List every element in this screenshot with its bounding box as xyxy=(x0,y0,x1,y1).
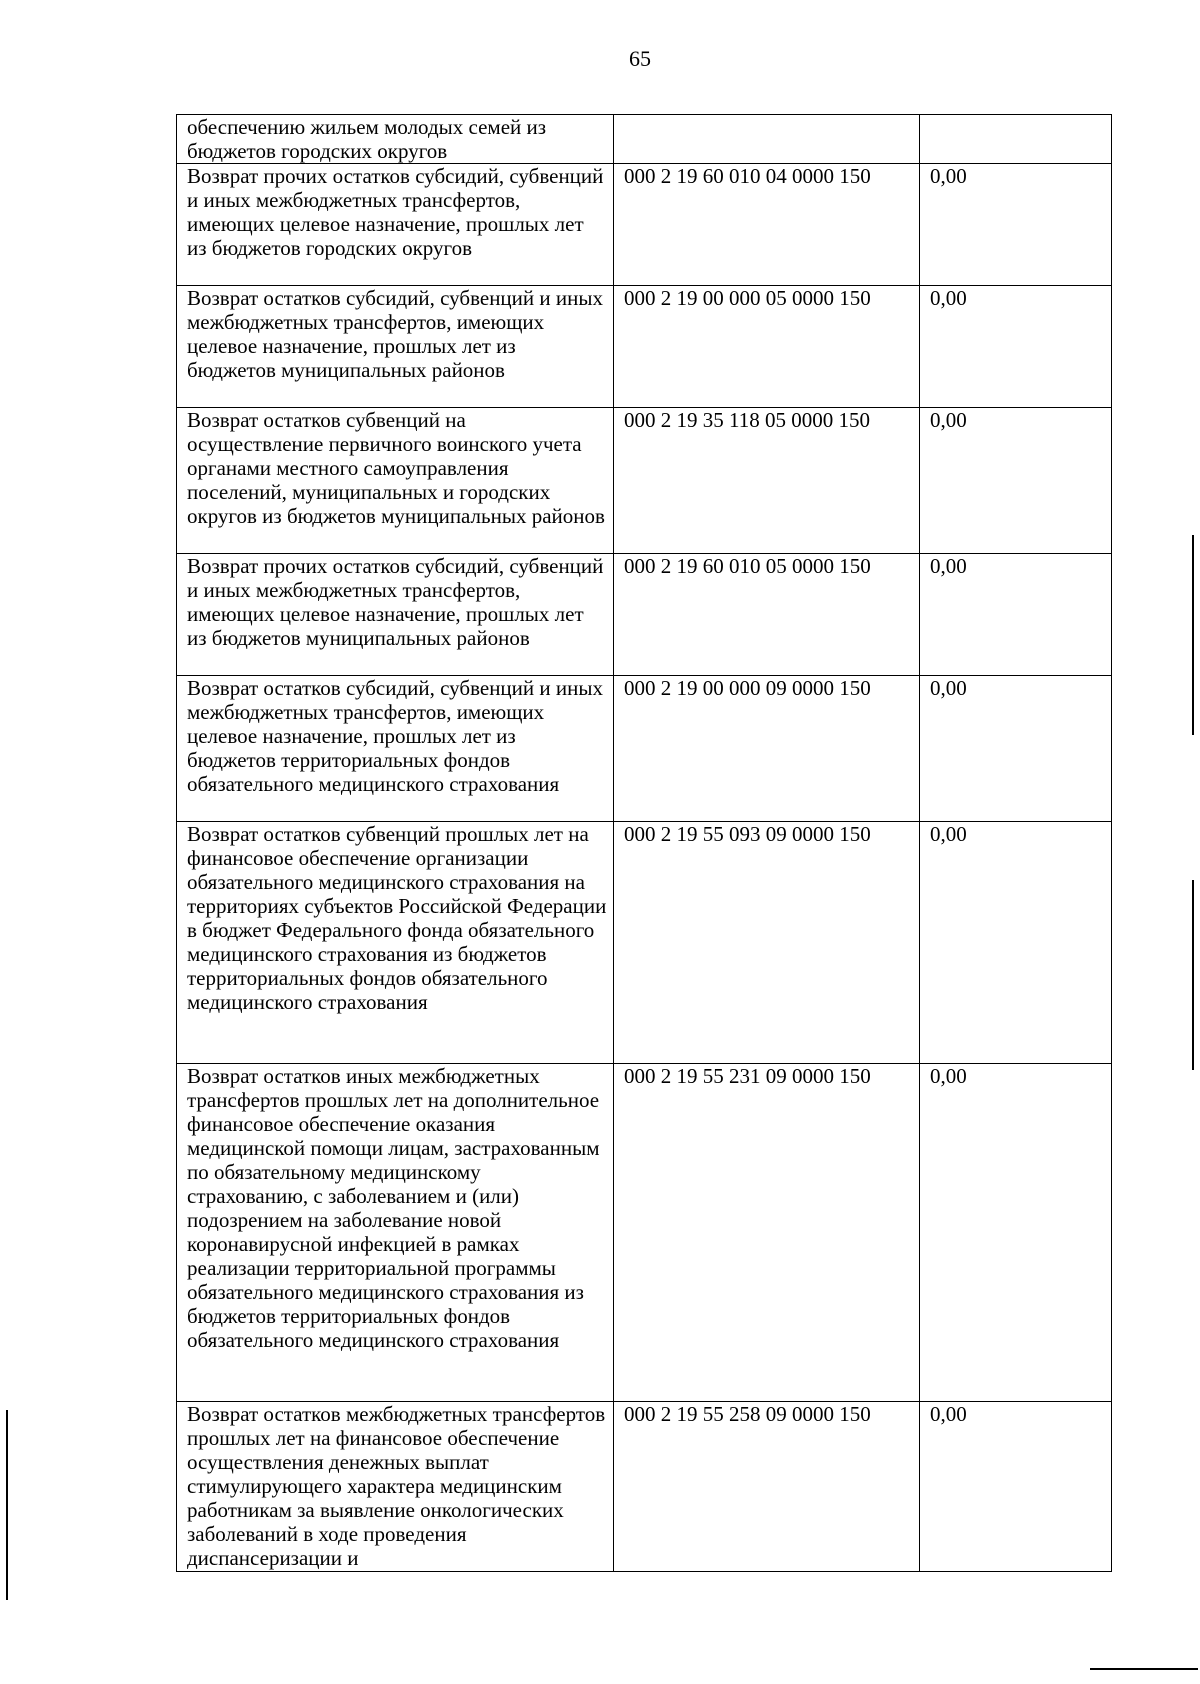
row-code-cell: 000 2 19 00 000 09 0000 150 xyxy=(614,676,920,822)
table-row xyxy=(177,286,1112,408)
row-name-cell: Возврат остатков межбюджетных трансфертов прошлых лет на финансовое обеспечение осуществления денежных выплат стимулирующего характера медицинским работникам за выявление онкологических заболеваний в ходе проведения диспансеризации и xyxy=(177,1402,614,1572)
scan-edge-mark xyxy=(1192,535,1194,735)
row-name-cell: Возврат остатков субсидий, субвенций и иных межбюджетных трансфертов, имеющих целевое назначение, прошлых лет из бюджетов муниципальных районов xyxy=(177,286,614,408)
row-value-cell: 0,00 xyxy=(920,554,1112,676)
row-value-cell xyxy=(920,115,1112,164)
table-row xyxy=(177,164,1112,286)
row-code-cell: 000 2 19 55 258 09 0000 150 xyxy=(614,1402,920,1572)
row-code-cell: 000 2 19 55 231 09 0000 150 xyxy=(614,1064,920,1402)
scan-edge-mark xyxy=(1192,880,1194,1070)
row-code-cell: 000 2 19 60 010 05 0000 150 xyxy=(614,554,920,676)
table-row xyxy=(177,1064,1112,1402)
row-name-cell: Возврат остатков субвенций на осуществление первичного воинского учета органами местного самоуправления поселений, муниципальных и городских округов из бюджетов муниципальных районов xyxy=(177,408,614,554)
row-name-cell: Возврат остатков субвенций прошлых лет на финансовое обеспечение организации обязательного медицинского страхования на территориях субъектов Российской Федерации в бюджет Федерального фонда обязательного медицинского страхования из бюджетов территориальных фондов обязательного медицинского страхования xyxy=(177,822,614,1064)
scan-edge-mark xyxy=(1090,1668,1198,1670)
row-name-cell: обеспечению жильем молодых семей из бюджетов городских округов xyxy=(177,115,614,164)
row-value-cell: 0,00 xyxy=(920,1064,1112,1402)
row-name-cell: Возврат прочих остатков субсидий, субвенций и иных межбюджетных трансфертов, имеющих целевое назначение, прошлых лет из бюджетов городских округов xyxy=(177,164,614,286)
row-name-cell: Возврат остатков субсидий, субвенций и иных межбюджетных трансфертов, имеющих целевое назначение, прошлых лет из бюджетов территориальных фондов обязательного медицинского страхования xyxy=(177,676,614,822)
row-code-cell: 000 2 19 60 010 04 0000 150 xyxy=(614,164,920,286)
row-name-cell: Возврат остатков иных межбюджетных трансфертов прошлых лет на дополнительное финансовое обеспечение оказания медицинской помощи лицам, застрахованным по обязательному медицинскому страхованию, с заболеванием и (или) подозрением на заболевание новой коронавирусной инфекцией в рамках реализации территориальной программы обязательного медицинского страхования из бюджетов территориальных фондов обязательного медицинского страхования xyxy=(177,1064,614,1402)
table-row xyxy=(177,408,1112,554)
table-row xyxy=(177,676,1112,822)
row-value-cell: 0,00 xyxy=(920,676,1112,822)
table-row xyxy=(177,822,1112,1064)
scan-edge-mark xyxy=(6,1410,8,1600)
row-value-cell: 0,00 xyxy=(920,1402,1112,1572)
row-name-cell: Возврат прочих остатков субсидий, субвенций и иных межбюджетных трансфертов, имеющих целевое назначение, прошлых лет из бюджетов муниципальных районов xyxy=(177,554,614,676)
row-code-cell: 000 2 19 55 093 09 0000 150 xyxy=(614,822,920,1064)
table-row xyxy=(177,554,1112,676)
row-code-cell xyxy=(614,115,920,164)
row-value-cell: 0,00 xyxy=(920,408,1112,554)
row-value-cell: 0,00 xyxy=(920,822,1112,1064)
table-row xyxy=(177,1402,1112,1572)
table-row xyxy=(177,115,1112,164)
budget-table xyxy=(176,114,1112,1572)
row-value-cell: 0,00 xyxy=(920,164,1112,286)
page-number: 65 xyxy=(629,46,651,71)
row-code-cell: 000 2 19 00 000 05 0000 150 xyxy=(614,286,920,408)
row-code-cell: 000 2 19 35 118 05 0000 150 xyxy=(614,408,920,554)
row-value-cell: 0,00 xyxy=(920,286,1112,408)
